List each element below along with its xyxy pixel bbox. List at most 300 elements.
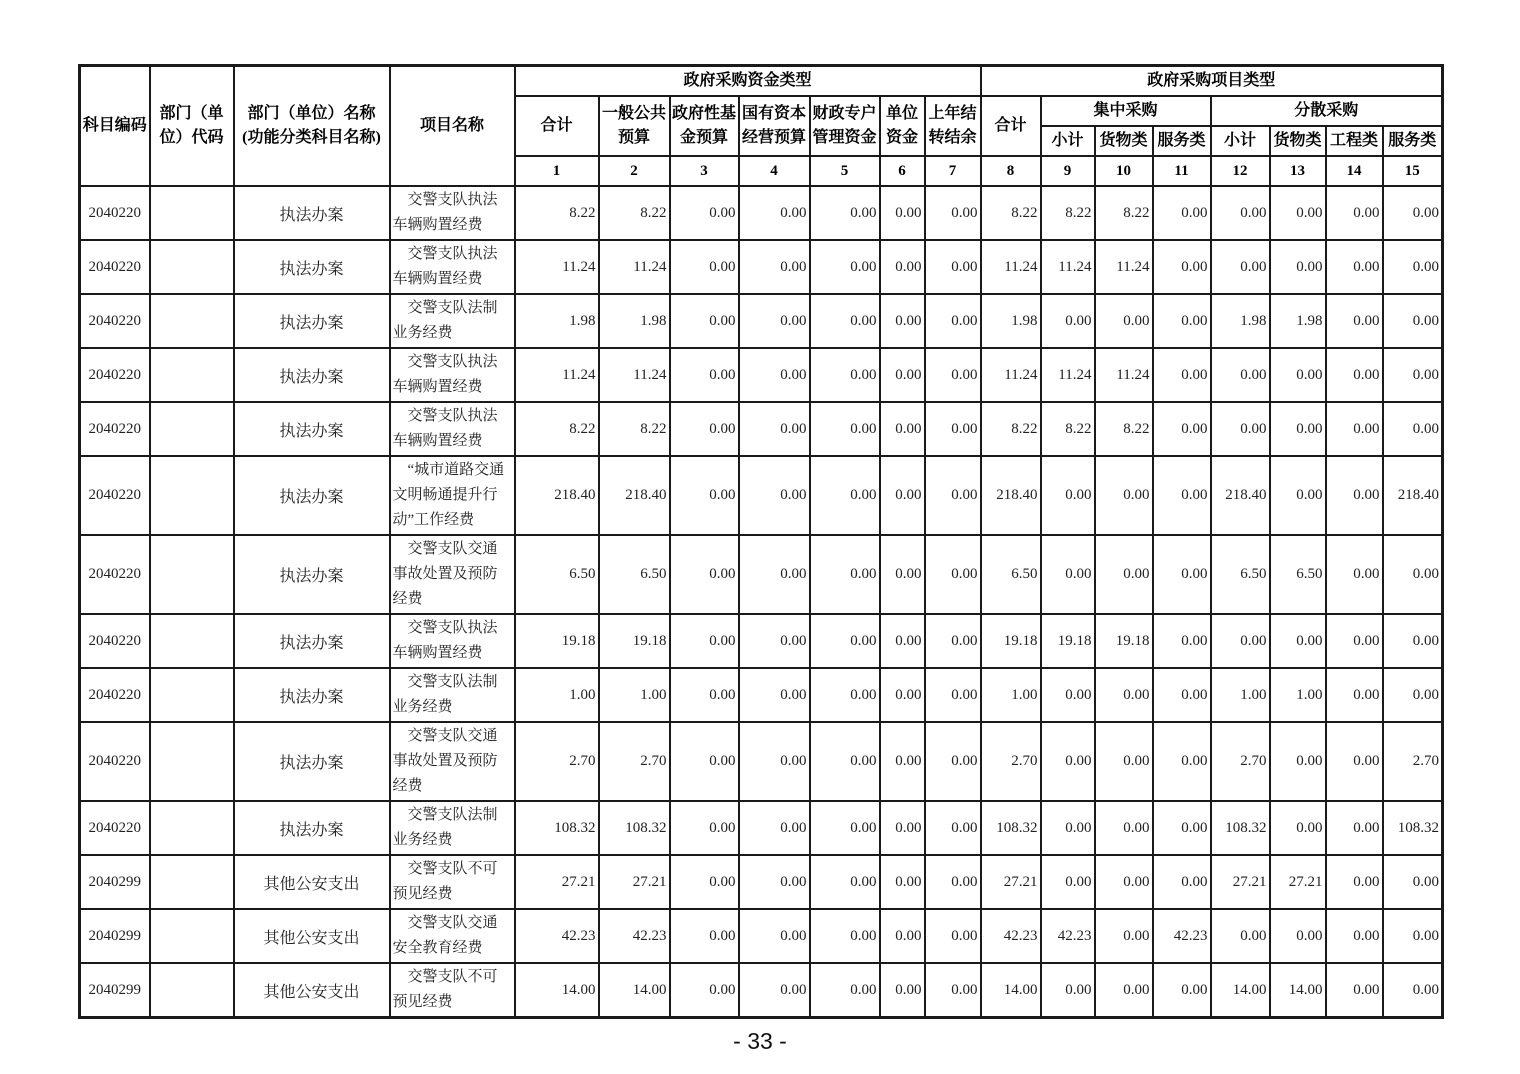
value-cell-col-11: 0.00 (1153, 614, 1211, 668)
value-cell-col-15: 0.00 (1383, 614, 1443, 668)
value-cell-col-2: 218.40 (599, 456, 670, 535)
value-cell-col-12: 6.50 (1211, 535, 1270, 614)
value-cell-col-11: 0.00 (1153, 801, 1211, 855)
value-cell-col-3: 0.00 (670, 909, 739, 963)
value-cell-col-1: 11.24 (515, 240, 599, 294)
dept-name-cell: 执法办案 (234, 294, 390, 348)
value-cell-col-12: 1.98 (1211, 294, 1270, 348)
subject-code-cell: 2040299 (80, 963, 150, 1018)
project-name-cell: 交警支队执法车辆购置经费 (390, 402, 515, 456)
subject-code-cell: 2040220 (80, 294, 150, 348)
header-dept-code: 部门（单位）代码 (150, 66, 234, 187)
value-cell-col-14: 0.00 (1326, 722, 1383, 801)
header-col-number-5: 5 (810, 156, 880, 186)
value-cell-col-6: 0.00 (880, 668, 925, 722)
value-cell-col-8: 6.50 (981, 535, 1041, 614)
value-cell-col-8: 8.22 (981, 186, 1041, 240)
value-cell-col-4: 0.00 (739, 668, 810, 722)
value-cell-col-12: 27.21 (1211, 855, 1270, 909)
header-col-number-3: 3 (670, 156, 739, 186)
dept-name-cell: 其他公安支出 (234, 855, 390, 909)
header-fund-carryover: 上年结转结余 (925, 96, 981, 156)
project-name-cell: 交警支队法制业务经费 (390, 668, 515, 722)
dept-name-cell: 执法办案 (234, 535, 390, 614)
dept-code-cell (150, 186, 234, 240)
value-cell-col-9: 0.00 (1041, 294, 1095, 348)
value-cell-col-10: 0.00 (1095, 456, 1153, 535)
value-cell-col-8: 11.24 (981, 348, 1041, 402)
value-cell-col-5: 0.00 (810, 348, 880, 402)
header-col-number-6: 6 (880, 156, 925, 186)
value-cell-col-2: 11.24 (599, 240, 670, 294)
dept-code-cell (150, 402, 234, 456)
value-cell-col-13: 0.00 (1270, 402, 1326, 456)
header-dept-name (234, 66, 390, 187)
header-col-number-4: 4 (739, 156, 810, 186)
value-cell-col-5: 0.00 (810, 402, 880, 456)
value-cell-col-3: 0.00 (670, 186, 739, 240)
header-decentralized-engineering: 工程类 (1326, 126, 1383, 156)
subject-code-cell: 2040220 (80, 722, 150, 801)
value-cell-col-14: 0.00 (1326, 294, 1383, 348)
table-row (80, 186, 1443, 240)
value-cell-col-14: 0.00 (1326, 535, 1383, 614)
value-cell-col-13: 0.00 (1270, 348, 1326, 402)
value-cell-col-4: 0.00 (739, 909, 810, 963)
value-cell-col-2: 11.24 (599, 348, 670, 402)
header-col-number-13: 13 (1270, 156, 1326, 186)
value-cell-col-11: 42.23 (1153, 909, 1211, 963)
value-cell-col-15: 0.00 (1383, 186, 1443, 240)
value-cell-col-10: 0.00 (1095, 909, 1153, 963)
value-cell-col-9: 0.00 (1041, 801, 1095, 855)
value-cell-col-4: 0.00 (739, 294, 810, 348)
value-cell-col-9: 8.22 (1041, 402, 1095, 456)
header-fund-state-capital: 国有资本经营预算 (739, 96, 810, 156)
header-col-number-11: 11 (1153, 156, 1211, 186)
dept-code-cell (150, 348, 234, 402)
value-cell-col-12: 0.00 (1211, 614, 1270, 668)
header-fund-general-budget: 一般公共预算 (599, 96, 670, 156)
value-cell-col-14: 0.00 (1326, 456, 1383, 535)
dept-code-cell (150, 668, 234, 722)
value-cell-col-11: 0.00 (1153, 668, 1211, 722)
value-cell-col-14: 0.00 (1326, 402, 1383, 456)
header-project-name: 项目名称 (390, 66, 515, 187)
value-cell-col-7: 0.00 (925, 614, 981, 668)
value-cell-col-6: 0.00 (880, 614, 925, 668)
value-cell-col-2: 1.98 (599, 294, 670, 348)
dept-code-cell (150, 722, 234, 801)
value-cell-col-2: 8.22 (599, 402, 670, 456)
value-cell-col-3: 0.00 (670, 456, 739, 535)
header-decentralized-subtotal: 小计 (1211, 126, 1270, 156)
subject-code-cell: 2040299 (80, 909, 150, 963)
subject-code-cell: 2040299 (80, 855, 150, 909)
value-cell-col-1: 108.32 (515, 801, 599, 855)
dept-name-cell: 执法办案 (234, 801, 390, 855)
value-cell-col-2: 42.23 (599, 909, 670, 963)
value-cell-col-13: 0.00 (1270, 801, 1326, 855)
value-cell-col-15: 0.00 (1383, 240, 1443, 294)
value-cell-col-15: 0.00 (1383, 535, 1443, 614)
table-row (80, 240, 1443, 294)
value-cell-col-11: 0.00 (1153, 535, 1211, 614)
subject-code-cell: 2040220 (80, 801, 150, 855)
value-cell-col-5: 0.00 (810, 668, 880, 722)
header-col-number-15: 15 (1383, 156, 1443, 186)
value-cell-col-12: 0.00 (1211, 240, 1270, 294)
subject-code-cell: 2040220 (80, 186, 150, 240)
value-cell-col-4: 0.00 (739, 855, 810, 909)
table-row (80, 909, 1443, 963)
value-cell-col-14: 0.00 (1326, 240, 1383, 294)
table-row (80, 722, 1443, 801)
value-cell-col-2: 27.21 (599, 855, 670, 909)
value-cell-col-8: 218.40 (981, 456, 1041, 535)
value-cell-col-4: 0.00 (739, 535, 810, 614)
value-cell-col-10: 0.00 (1095, 963, 1153, 1018)
value-cell-col-8: 1.98 (981, 294, 1041, 348)
value-cell-col-6: 0.00 (880, 186, 925, 240)
value-cell-col-4: 0.00 (739, 402, 810, 456)
value-cell-col-11: 0.00 (1153, 402, 1211, 456)
value-cell-col-11: 0.00 (1153, 855, 1211, 909)
value-cell-col-9: 11.24 (1041, 240, 1095, 294)
value-cell-col-13: 0.00 (1270, 909, 1326, 963)
value-cell-col-10: 11.24 (1095, 240, 1153, 294)
header-dept-name-line1: 部门（单位）名称 (247, 105, 376, 122)
dept-code-cell (150, 963, 234, 1018)
dept-name-cell: 执法办案 (234, 186, 390, 240)
value-cell-col-12: 0.00 (1211, 348, 1270, 402)
value-cell-col-10: 19.18 (1095, 614, 1153, 668)
dept-code-cell (150, 801, 234, 855)
value-cell-col-1: 1.00 (515, 668, 599, 722)
header-centralized-subtotal: 小计 (1041, 126, 1095, 156)
value-cell-col-2: 2.70 (599, 722, 670, 801)
value-cell-col-4: 0.00 (739, 801, 810, 855)
value-cell-col-7: 0.00 (925, 668, 981, 722)
value-cell-col-1: 1.98 (515, 294, 599, 348)
value-cell-col-7: 0.00 (925, 348, 981, 402)
subject-code-cell: 2040220 (80, 614, 150, 668)
dept-code-cell (150, 614, 234, 668)
value-cell-col-5: 0.00 (810, 186, 880, 240)
value-cell-col-6: 0.00 (880, 294, 925, 348)
value-cell-col-1: 14.00 (515, 963, 599, 1018)
value-cell-col-3: 0.00 (670, 614, 739, 668)
value-cell-col-9: 0.00 (1041, 456, 1095, 535)
dept-code-cell (150, 294, 234, 348)
value-cell-col-6: 0.00 (880, 402, 925, 456)
value-cell-col-5: 0.00 (810, 294, 880, 348)
value-cell-col-3: 0.00 (670, 240, 739, 294)
value-cell-col-3: 0.00 (670, 535, 739, 614)
project-name-cell: “城市道路交通文明畅通提升行动”工作经费 (390, 456, 515, 535)
value-cell-col-12: 108.32 (1211, 801, 1270, 855)
dept-name-cell: 执法办案 (234, 240, 390, 294)
value-cell-col-8: 19.18 (981, 614, 1041, 668)
value-cell-col-11: 0.00 (1153, 456, 1211, 535)
value-cell-col-10: 0.00 (1095, 535, 1153, 614)
dept-name-cell: 执法办案 (234, 402, 390, 456)
dept-code-cell (150, 535, 234, 614)
value-cell-col-5: 0.00 (810, 963, 880, 1018)
value-cell-col-9: 0.00 (1041, 722, 1095, 801)
value-cell-col-14: 0.00 (1326, 186, 1383, 240)
subject-code-cell: 2040220 (80, 348, 150, 402)
value-cell-col-1: 8.22 (515, 402, 599, 456)
value-cell-col-13: 0.00 (1270, 240, 1326, 294)
value-cell-col-6: 0.00 (880, 722, 925, 801)
value-cell-col-1: 6.50 (515, 535, 599, 614)
header-fund-gov-fund: 政府性基金预算 (670, 96, 739, 156)
value-cell-col-12: 14.00 (1211, 963, 1270, 1018)
project-name-cell: 交警支队交通安全教育经费 (390, 909, 515, 963)
value-cell-col-8: 14.00 (981, 963, 1041, 1018)
value-cell-col-2: 8.22 (599, 186, 670, 240)
value-cell-col-13: 0.00 (1270, 722, 1326, 801)
value-cell-col-3: 0.00 (670, 855, 739, 909)
value-cell-col-2: 108.32 (599, 801, 670, 855)
header-dept-name-line2: (功能分类科目名称) (242, 129, 381, 146)
value-cell-col-15: 218.40 (1383, 456, 1443, 535)
value-cell-col-6: 0.00 (880, 963, 925, 1018)
value-cell-col-13: 0.00 (1270, 456, 1326, 535)
value-cell-col-4: 0.00 (739, 240, 810, 294)
header-group-fund-type: 政府采购资金类型 (515, 66, 981, 97)
header-group-project-type: 政府采购项目类型 (981, 66, 1443, 97)
value-cell-col-8: 8.22 (981, 402, 1041, 456)
table-row (80, 294, 1443, 348)
value-cell-col-7: 0.00 (925, 963, 981, 1018)
value-cell-col-7: 0.00 (925, 240, 981, 294)
table-row (80, 668, 1443, 722)
value-cell-col-1: 8.22 (515, 186, 599, 240)
value-cell-col-10: 11.24 (1095, 348, 1153, 402)
value-cell-col-11: 0.00 (1153, 722, 1211, 801)
value-cell-col-6: 0.00 (880, 909, 925, 963)
value-cell-col-1: 19.18 (515, 614, 599, 668)
value-cell-col-2: 19.18 (599, 614, 670, 668)
dept-name-cell: 其他公安支出 (234, 909, 390, 963)
value-cell-col-7: 0.00 (925, 909, 981, 963)
header-centralized: 集中采购 (1041, 96, 1211, 126)
value-cell-col-12: 1.00 (1211, 668, 1270, 722)
value-cell-col-6: 0.00 (880, 801, 925, 855)
value-cell-col-12: 0.00 (1211, 909, 1270, 963)
value-cell-col-15: 0.00 (1383, 963, 1443, 1018)
procurement-budget-table (78, 64, 1444, 1019)
value-cell-col-9: 8.22 (1041, 186, 1095, 240)
subject-code-cell: 2040220 (80, 456, 150, 535)
value-cell-col-2: 14.00 (599, 963, 670, 1018)
header-col-number-2: 2 (599, 156, 670, 186)
value-cell-col-8: 108.32 (981, 801, 1041, 855)
value-cell-col-5: 0.00 (810, 614, 880, 668)
value-cell-col-3: 0.00 (670, 294, 739, 348)
project-name-cell: 交警支队交通事故处置及预防经费 (390, 535, 515, 614)
header-centralized-goods: 货物类 (1095, 126, 1153, 156)
dept-code-cell (150, 456, 234, 535)
project-name-cell: 交警支队法制业务经费 (390, 801, 515, 855)
value-cell-col-1: 27.21 (515, 855, 599, 909)
value-cell-col-10: 0.00 (1095, 855, 1153, 909)
value-cell-col-12: 0.00 (1211, 402, 1270, 456)
header-col-number-10: 10 (1095, 156, 1153, 186)
value-cell-col-3: 0.00 (670, 801, 739, 855)
value-cell-col-8: 27.21 (981, 855, 1041, 909)
value-cell-col-9: 0.00 (1041, 535, 1095, 614)
value-cell-col-7: 0.00 (925, 456, 981, 535)
value-cell-col-15: 0.00 (1383, 855, 1443, 909)
value-cell-col-9: 0.00 (1041, 855, 1095, 909)
value-cell-col-6: 0.00 (880, 535, 925, 614)
header-subject-code: 科目编码 (80, 66, 150, 187)
header-col-number-8: 8 (981, 156, 1041, 186)
value-cell-col-13: 0.00 (1270, 186, 1326, 240)
value-cell-col-13: 1.00 (1270, 668, 1326, 722)
value-cell-col-13: 1.98 (1270, 294, 1326, 348)
value-cell-col-13: 6.50 (1270, 535, 1326, 614)
value-cell-col-3: 0.00 (670, 722, 739, 801)
table-row (80, 402, 1443, 456)
value-cell-col-3: 0.00 (670, 402, 739, 456)
value-cell-col-4: 0.00 (739, 186, 810, 240)
dept-name-cell: 执法办案 (234, 668, 390, 722)
value-cell-col-14: 0.00 (1326, 855, 1383, 909)
header-fund-unit-funds: 单位资金 (880, 96, 925, 156)
value-cell-col-11: 0.00 (1153, 240, 1211, 294)
table-row (80, 801, 1443, 855)
value-cell-col-14: 0.00 (1326, 909, 1383, 963)
value-cell-col-12: 2.70 (1211, 722, 1270, 801)
value-cell-col-14: 0.00 (1326, 668, 1383, 722)
value-cell-col-3: 0.00 (670, 348, 739, 402)
value-cell-col-3: 0.00 (670, 963, 739, 1018)
value-cell-col-11: 0.00 (1153, 294, 1211, 348)
value-cell-col-15: 108.32 (1383, 801, 1443, 855)
project-name-cell: 交警支队交通事故处置及预防经费 (390, 722, 515, 801)
value-cell-col-5: 0.00 (810, 801, 880, 855)
project-name-cell: 交警支队执法车辆购置经费 (390, 186, 515, 240)
value-cell-col-6: 0.00 (880, 456, 925, 535)
value-cell-col-7: 0.00 (925, 801, 981, 855)
value-cell-col-1: 2.70 (515, 722, 599, 801)
value-cell-col-8: 2.70 (981, 722, 1041, 801)
value-cell-col-1: 42.23 (515, 909, 599, 963)
value-cell-col-15: 0.00 (1383, 348, 1443, 402)
value-cell-col-15: 0.00 (1383, 294, 1443, 348)
dept-name-cell: 执法办案 (234, 456, 390, 535)
value-cell-col-6: 0.00 (880, 348, 925, 402)
value-cell-col-7: 0.00 (925, 722, 981, 801)
header-col-number-7: 7 (925, 156, 981, 186)
dept-code-cell (150, 855, 234, 909)
value-cell-col-9: 0.00 (1041, 963, 1095, 1018)
value-cell-col-1: 11.24 (515, 348, 599, 402)
project-name-cell: 交警支队执法车辆购置经费 (390, 614, 515, 668)
value-cell-col-10: 8.22 (1095, 186, 1153, 240)
project-name-cell: 交警支队执法车辆购置经费 (390, 348, 515, 402)
header-col-number-9: 9 (1041, 156, 1095, 186)
value-cell-col-15: 2.70 (1383, 722, 1443, 801)
value-cell-col-10: 8.22 (1095, 402, 1153, 456)
value-cell-col-15: 0.00 (1383, 668, 1443, 722)
header-decentralized-goods: 货物类 (1270, 126, 1326, 156)
value-cell-col-4: 0.00 (739, 963, 810, 1018)
dept-name-cell: 其他公安支出 (234, 963, 390, 1018)
header-col-number-14: 14 (1326, 156, 1383, 186)
table-row (80, 348, 1443, 402)
value-cell-col-11: 0.00 (1153, 186, 1211, 240)
value-cell-col-7: 0.00 (925, 535, 981, 614)
dept-name-cell: 执法办案 (234, 614, 390, 668)
value-cell-col-4: 0.00 (739, 456, 810, 535)
project-name-cell: 交警支队不可预见经费 (390, 963, 515, 1018)
project-name-cell: 交警支队不可预见经费 (390, 855, 515, 909)
value-cell-col-6: 0.00 (880, 855, 925, 909)
value-cell-col-5: 0.00 (810, 535, 880, 614)
header-type-total: 合计 (981, 96, 1041, 156)
value-cell-col-6: 0.00 (880, 240, 925, 294)
value-cell-col-10: 0.00 (1095, 668, 1153, 722)
value-cell-col-5: 0.00 (810, 909, 880, 963)
header-fund-total: 合计 (515, 96, 599, 156)
value-cell-col-9: 0.00 (1041, 668, 1095, 722)
header-decentralized-services: 服务类 (1383, 126, 1443, 156)
value-cell-col-4: 0.00 (739, 348, 810, 402)
value-cell-col-10: 0.00 (1095, 294, 1153, 348)
value-cell-col-13: 27.21 (1270, 855, 1326, 909)
value-cell-col-7: 0.00 (925, 294, 981, 348)
value-cell-col-7: 0.00 (925, 855, 981, 909)
header-fund-fiscal-account: 财政专户管理资金 (810, 96, 880, 156)
value-cell-col-12: 218.40 (1211, 456, 1270, 535)
value-cell-col-9: 19.18 (1041, 614, 1095, 668)
value-cell-col-2: 1.00 (599, 668, 670, 722)
header-centralized-services: 服务类 (1153, 126, 1211, 156)
page-number: - 33 - (733, 1028, 787, 1054)
dept-name-cell: 执法办案 (234, 348, 390, 402)
value-cell-col-5: 0.00 (810, 240, 880, 294)
value-cell-col-13: 0.00 (1270, 614, 1326, 668)
value-cell-col-7: 0.00 (925, 402, 981, 456)
value-cell-col-4: 0.00 (739, 614, 810, 668)
header-decentralized: 分散采购 (1211, 96, 1443, 126)
value-cell-col-5: 0.00 (810, 722, 880, 801)
subject-code-cell: 2040220 (80, 240, 150, 294)
project-name-cell: 交警支队法制业务经费 (390, 294, 515, 348)
value-cell-col-8: 1.00 (981, 668, 1041, 722)
value-cell-col-15: 0.00 (1383, 402, 1443, 456)
subject-code-cell: 2040220 (80, 402, 150, 456)
dept-name-cell: 执法办案 (234, 722, 390, 801)
value-cell-col-10: 0.00 (1095, 801, 1153, 855)
value-cell-col-2: 6.50 (599, 535, 670, 614)
table-row (80, 456, 1443, 535)
value-cell-col-1: 218.40 (515, 456, 599, 535)
dept-code-cell (150, 909, 234, 963)
value-cell-col-9: 11.24 (1041, 348, 1095, 402)
value-cell-col-14: 0.00 (1326, 963, 1383, 1018)
value-cell-col-9: 42.23 (1041, 909, 1095, 963)
table-row (80, 963, 1443, 1018)
value-cell-col-14: 0.00 (1326, 348, 1383, 402)
value-cell-col-5: 0.00 (810, 855, 880, 909)
project-name-cell: 交警支队执法车辆购置经费 (390, 240, 515, 294)
